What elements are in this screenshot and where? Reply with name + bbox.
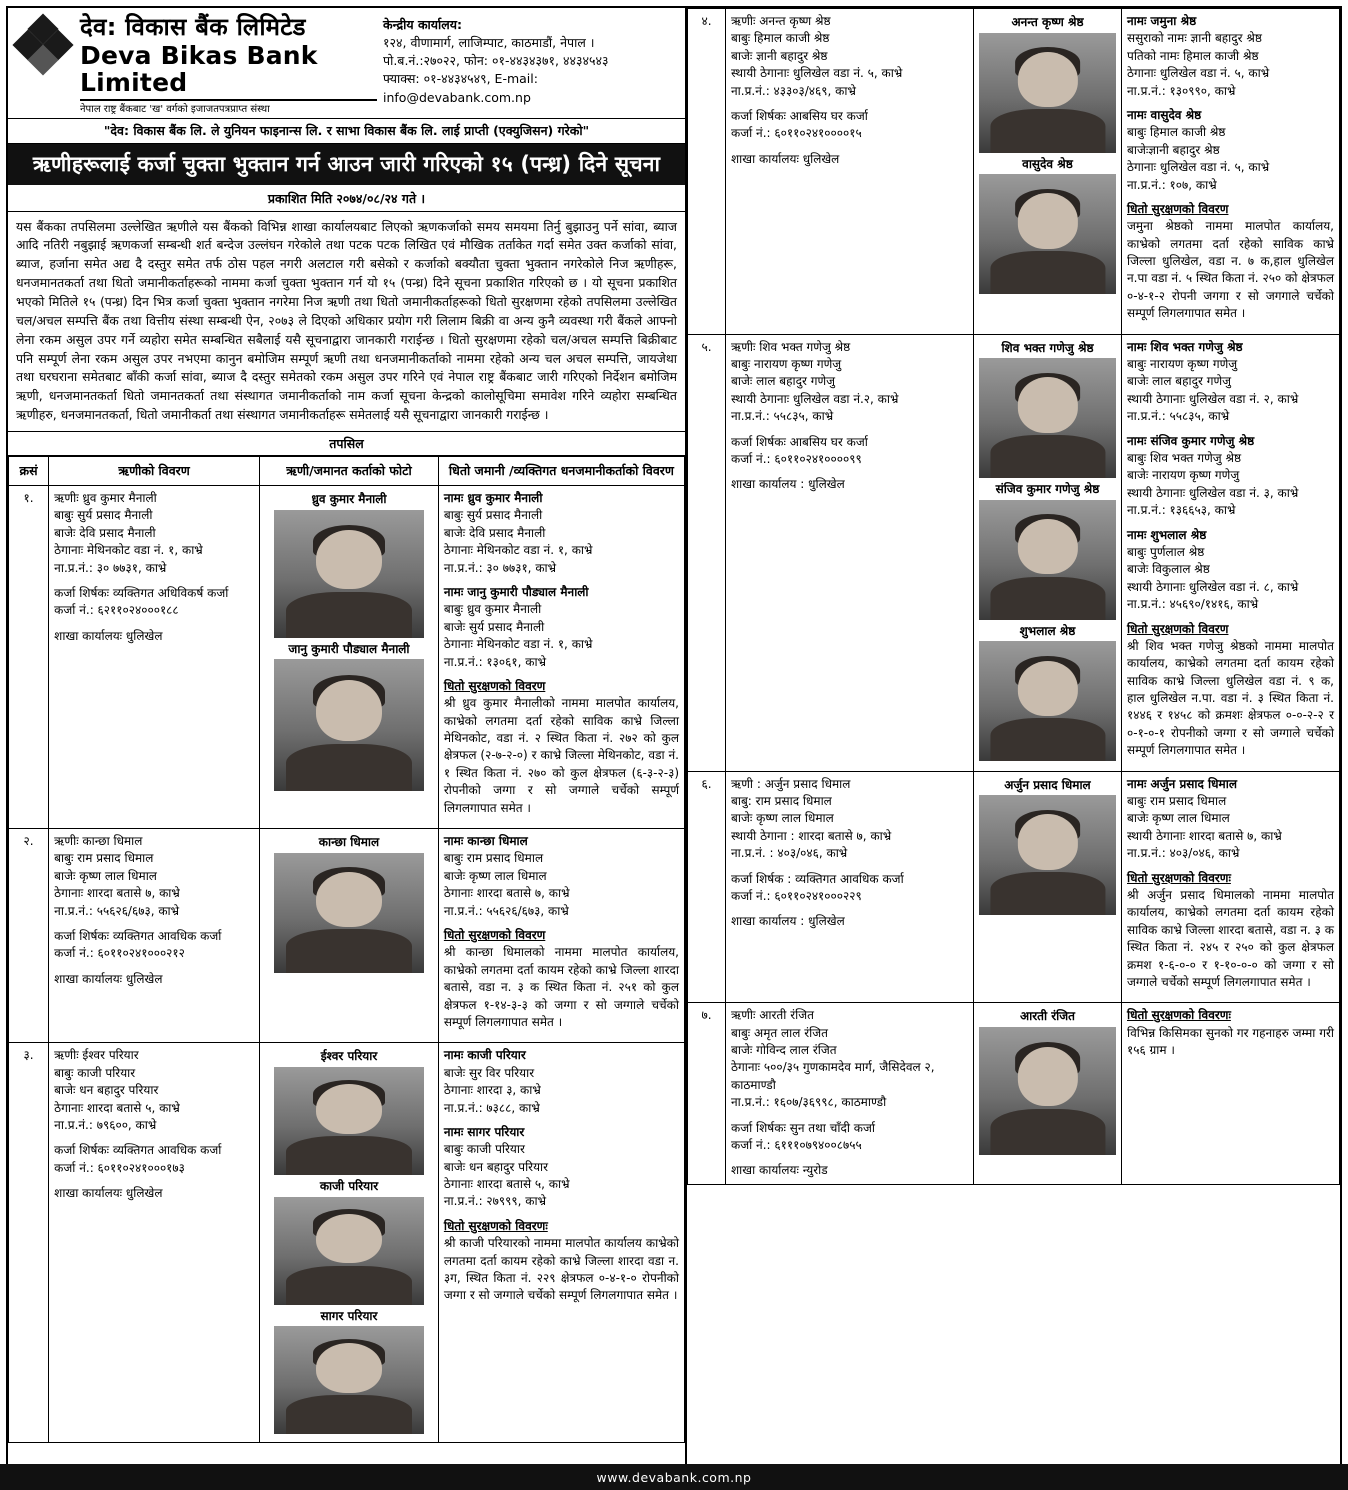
security-block	[1127, 339, 1334, 426]
detail-line: ऋणीः शिव भक्त गणेजु श्रेष्ठ	[731, 339, 851, 354]
photo-cell	[974, 9, 1122, 335]
right-column	[687, 8, 1340, 1482]
security-block	[444, 490, 679, 577]
detail-line: ऋणी : अर्जुन प्रसाद धिमाल	[731, 776, 851, 791]
photo-cell	[974, 771, 1122, 1003]
photo-caption: वासुदेव श्रेष्ठ	[1022, 156, 1073, 171]
detail-line: शाखा कार्यालयः न्युरोड	[731, 1163, 828, 1178]
detail-line: शाखा कार्यालय : धुलिखेल	[731, 914, 845, 929]
detail-line: बाबु: राम प्रसाद धिमाल	[731, 794, 832, 809]
security-line: ठेगानाः धुलिखेल वडा नं. ५, काभ्रे	[1127, 160, 1270, 175]
photo-caption: आरती रंजित	[1019, 1009, 1076, 1024]
row-serial-number: ७.	[688, 1003, 726, 1185]
security-line: ना.प्र.नं.: ५५६२६/६७३, काभ्रे	[443, 903, 569, 918]
security-details-cell	[438, 1043, 684, 1443]
security-line: बाजेः सुर विर परियार	[443, 1065, 535, 1080]
masthead	[8, 8, 685, 119]
detail-spacer	[54, 620, 254, 628]
person-photo	[979, 358, 1116, 478]
photo-cell	[260, 486, 439, 829]
guarantor-name: नामः काजी परियार	[443, 1048, 526, 1063]
detail-line: शाखा कार्यालय : धुलिखेल	[731, 477, 845, 492]
photo-cell	[260, 1043, 439, 1443]
guarantor-name: नामः जमुना श्रेष्ठ	[1127, 14, 1197, 28]
detail-line: कर्जा शिर्षकः आबसिय घर कर्जा	[731, 108, 868, 123]
bank-license-note: नेपाल राष्ट्र बैंकबाट 'ख' वर्गको इजाजतपत्रप्राप्त संस्था	[80, 103, 270, 115]
security-line: बाबुः शिव भक्त गणेजु श्रेष्ठ	[1127, 450, 1242, 465]
person-photo	[274, 659, 424, 791]
detail-line: ठेगानाः शारदा बतासे ५, काभ्रे	[54, 1100, 180, 1115]
security-line: पतिको नामः हिमाल काजी श्रेष्ठ	[1127, 48, 1259, 63]
address-line-3: फ्याक्स: ०१-४४३४५४९, E-mail: info@devabank.com.np	[383, 71, 538, 105]
security-line: ना.प्र.नं.: १३६६५३, काभ्रे	[1127, 503, 1236, 518]
security-details-cell	[1122, 9, 1340, 335]
table-row	[9, 1043, 685, 1443]
detail-line: कर्जा शिर्षकः व्यक्तिगत आवधिक कर्जा	[54, 928, 222, 943]
detail-line: ठेगानाः ५००/३५ गुणकामदेव मार्ग, जैसिदेवल २, काठमाण्डौ	[731, 1060, 935, 1092]
security-line: बाजेःज्ञानी बहादुर श्रेष्ठ	[1127, 142, 1220, 157]
security-line: श्री शिव भक्त गणेजु श्रेष्ठको नाममा मालपोत कार्यालय, काभ्रेको लगतमा दर्ता कायम रहेको साविक काभ्रे जिल्ला धुलिखेल वडा नं. ९ क, हाल धुलिखेल न.पा. वडा नं. ३ स्थित किता नं. १४४६ र १४५८ को क्रमशः क्षेत्रफल ०-०-२-२ र ०-१-०-१ रोपनीको जग्गा र सो जग्गाले चर्चेको सम्पूर्ण लिगलगापात समेत ।	[1127, 638, 1334, 758]
security-block	[1127, 433, 1334, 520]
detail-line: बाबुः नारायण कृष्ण गणेजु	[731, 357, 842, 372]
detail-line: कर्जा नं.: ६१११०७९४००८७५५	[731, 1138, 862, 1153]
security-block-title: धितो सुरक्षणको विवरणः	[1127, 1008, 1231, 1023]
debtor-table-left	[8, 456, 685, 1443]
security-line: जमुना श्रेष्ठको नाममा मालपोत कार्यालय, काभ्रेको लगतमा दर्ता रहेको साविक काभ्रे जिल्ला धुलिखेल, वडा न. ७ क,हाल धुलिखेल न.पा वडा नं. ५ स्थित किता नं. २५० को क्षेत्रफल ०-४-१-२ रोपनी जगगा र सो जगगाले चर्चेको सम्पूर्ण लिगलगापात समेत ।	[1127, 219, 1334, 321]
table-row	[688, 334, 1340, 771]
detail-line: कर्जा नं.: ६०११०२४१००००९९	[731, 451, 862, 466]
acquisition-tagline: "देव: विकास बैंक लि. ले युनियन फाइनान्स लि. र साभा विकास बैंक लि. लाई प्राप्ती (एक्युजिसन) गरेको"	[8, 119, 685, 144]
detail-spacer	[731, 143, 968, 151]
security-line: बाबुः हिमाल काजी श्रेष्ठ	[1127, 125, 1226, 140]
address-line-2: पो.ब.नं.:२७०२२, फोन: ०१-४४३४३७१, ४४३४५४३	[383, 53, 609, 69]
detail-line: ना.प्र.नं. : ४०३/०४६, काभ्रे	[731, 846, 848, 861]
detail-line: बाबुः राम प्रसाद धिमाल	[54, 851, 154, 866]
photo-caption: कान्छा धिमाल	[318, 835, 380, 850]
security-line: ना.प्र.नं.: ४०३/०४६, काभ्रे	[1127, 846, 1240, 861]
security-block-title: धितो सुरक्षणको विवरण	[1127, 201, 1229, 216]
security-block	[444, 1124, 679, 1211]
security-block	[1127, 13, 1334, 100]
left-column	[8, 8, 687, 1482]
bank-name-en: Deva Bikas Bank Limited	[80, 42, 377, 101]
detail-line: ठेगानाः शारदा बतासे ७, काभ्रे	[54, 886, 180, 901]
security-line: श्री अर्जुन प्रसाद धिमालको नाममा मालपोत कार्यालय, काभ्रेको लगतमा दर्ता कायम रहेको साविक काभ्रे जिल्ला शारदा बतासे, वडा न. ३ क स्थित किता नं. २४५ र २५० को कुल क्षेत्रफल क्रमश १-६-०-० र १-१०-०-० को जग्गा र सो जग्गाले चर्चेको सम्पूर्ण लिगलगापात समेत ।	[1127, 887, 1334, 989]
security-block-title: धितो सुरक्षणको विवरण	[443, 678, 546, 693]
security-line: ठेगानाः मेथिनकोट वडा नं. १, काभ्रे	[443, 543, 593, 558]
security-line: श्री काजी परियारको नाममा मालपोत कार्यालय काभ्रेको लगतमा दर्ता कायम रहेको काभ्रे जिल्ला शारदा वडा न. ३ग, स्थित किता नं. २२९ क्षेत्रफल ०-४-१-० रोपनीको जग्गा र सो जग्गाले चर्चेको सम्पूर्ण लिगलगापात समेत ।	[443, 1236, 679, 1303]
detail-line: कर्जा शिर्षकः आबसिय घर कर्जा	[731, 434, 868, 449]
person-photo	[274, 853, 424, 973]
table-header-row	[9, 456, 685, 485]
security-block	[444, 678, 679, 817]
security-line: श्री ध्रुव कुमार मैनालीको नाममा मालपोत कार्यालय, काभ्रेको लगतमा दर्ता रहेको साविक काभ्रे जिल्ला मेथिनकोट, वडा नं. २ स्थित किता नं. २७२ को कुल क्षेत्रफल (२-७-२-०) र काभ्रे जिल्ला मेथिनकोट, वडा नं. १ स्थित किता नं. २७० को कुल क्षेत्रफल (६-३-२-३) रोपनीको जग्गा र सो जग्गाले चर्चेको सम्पूर्ण लिगलगापात समेत ।	[443, 696, 679, 815]
security-line: ठेगानाः धुलिखेल वडा नं. ५, काभ्रे	[1127, 66, 1270, 81]
guarantor-name: नामः शिव भक्त गणेजु श्रेष्ठ	[1127, 339, 1243, 354]
debtor-details-cell	[49, 486, 260, 829]
security-block	[444, 833, 679, 920]
detail-line: बाजेः कृष्ण लाल धिमाल	[54, 868, 157, 883]
security-line: विभिन्न किसिमका सुनको गर गहनाहरु जम्मा गरी १५६ ग्राम ।	[1127, 1025, 1334, 1058]
detail-line: कर्जा शिर्षक : व्यक्तिगत आवधिक कर्जा	[731, 871, 904, 886]
col-header-details: ऋणीको विवरण	[49, 456, 260, 485]
security-line: ना.प्र.नं.: २७९९९, काभ्रे	[443, 1194, 547, 1209]
security-line: बाजेः कृष्ण लाल धिमाल	[1127, 811, 1230, 826]
detail-line: बाजेः कृष्ण लाल धिमाल	[731, 811, 834, 826]
table-row	[9, 829, 685, 1043]
security-line: श्री कान्छा धिमालको नाममा मालपोत कार्यालय, काभ्रेको लगतमा दर्ता कायम रहेको काभ्रे जिल्ला शारदा बतासे, वडा न. ३ क स्थित किता नं. २५१ को कुल क्षेत्रफल १-१४-३-३ को जग्गा र सो जग्गाले चर्चेको सम्पूर्ण लिगलगापात समेत ।	[443, 945, 679, 1029]
notice-body-text: यस बैंकका तपसिलमा उल्लेखित ऋणीले यस बैंकको विभिन्न शाखा कार्यालयबाट लिएको ऋणकर्जाको समय समयमा तिर्नु बुझाउनु पर्ने सांवा, ब्याज आदि नतिरी नबुझाई ऋणकर्जा सम्बन्धी शर्त बन्देज उल्लंघन गरेकोले तथा पटक पटक लिखित एवं मौखिक तर्ताकेत गर्दा समेत उक्त कर्जाको सांवा, ब्याज, हर्जाना समेत अद्य दै दस्तुर समेत तर्फ ठोस पहल नगरी अलटाल गरी बसेको र कर्जाको बक्यौता चुक्ता भुक्तान नगरेकोले निज ऋणीहरू, धनजमानतकर्ता तथा धितो जमानीकर्ताहरूको नाममा कर्जा चुक्ता भुक्तान गर्न यो १५ (पन्ध्र) दिने सूचना प्रकाशित गरिएको छ । यो सूचना प्रकाशित भएको मितिले १५ (पन्ध्र) दिन भित्र कर्जा चुक्ता भुक्तान नगरेमा निज ऋणी तथा धितो जमानीकर्ताहरूको धितो सुरक्षणमा रहेको तपसिलमा उल्लेखित चल/अचल सम्पत्ति बैंक तथा वित्तीय संस्था सम्बन्धी ऐन, २०७३ ले दिएको अधिकार प्रयोग गरी लिलाम बिक्री वा अन्य कुनै व्यवस्था गरी बैंकले आफ्नो लेना रकम असुल उपर गर्ने व्यहोरा समेत सम्बन्धित सबैलाई यसै सूचनाद्वारा जानकारी गराईन्छ । धितो सुरक्षणमा रहेको चल/अचल सम्पत्ति बिक्रीबाट पनि सम्पूर्ण लेना रकम असुल उपर नभएमा कानुन बमोजिम सम्पूर्ण ऋणी तथा धनजमानीकर्ताको नाममा रहेको अन्य चल अचल सम्पत्ति, जायजेथा तथा घरघराना समेतबाट बाँकी कर्जा सांवा, ब्याज दै दस्तुर समेतको रकम असुल उपर गरिने एवं नेपाल राष्ट्र बैंकबाट जारी गरिएको निर्देशन बमोजिम ऋणी, धनजमानतकर्ता धितो जमानतकर्ता तथा संस्थागत जमानीकर्ताको नाम कर्जा सूचना केन्द्रको कालोसूचिमा समावेश गरिने व्यहोरा सम्बन्धित ऋणीहरु, धनजमानतकर्ता, धितो जमानीकर्ता तथा संस्थागत जमानीकर्ताहरू समेतलाई यसै सूचनाद्वारा जानकारी गराईन्छ ।	[8, 212, 685, 432]
security-line: स्थायी ठेगानाः धुलिखेल वडा नं. ३, काभ्रे	[1127, 485, 1299, 500]
security-line: ठेगानाः शारदा बतासे ७, काभ्रे	[443, 886, 570, 901]
security-block	[1127, 1007, 1334, 1059]
detail-spacer	[54, 1177, 254, 1185]
security-details-cell	[1122, 334, 1340, 771]
security-line: स्थायी ठेगानाः धुलिखेल वडा नं. २, काभ्रे	[1127, 391, 1299, 406]
security-block	[1127, 201, 1334, 323]
photo-caption: ईश्वर परियार	[320, 1049, 378, 1064]
row-serial-number: ३.	[9, 1043, 49, 1443]
photo-cell	[974, 334, 1122, 771]
debtor-details-cell	[726, 334, 974, 771]
col-header-security: धितो जमानी /व्यक्तिगत धनजमानीकर्ताको विवरण	[438, 456, 684, 485]
detail-line: बाबुः हिमाल काजी श्रेष्ठ	[731, 31, 830, 46]
security-line: स्थायी ठेगानाः शारदा बतासे ७, काभ्रे	[1127, 828, 1282, 843]
security-line: ठेगानाः शारदा बतासे ५, काभ्रे	[443, 1177, 570, 1192]
photo-caption: अर्जुन प्रसाद धिमाल	[1004, 777, 1091, 792]
security-line: ना.प्र.नं.: ५५८३५, काभ्रे	[1127, 409, 1230, 424]
guarantor-name: नामः सागर परियार	[443, 1124, 525, 1139]
security-block	[444, 1218, 679, 1305]
security-line: स्थायी ठेगानाः धुलिखेल वडा नं. ८, काभ्रे	[1127, 579, 1299, 594]
person-photo	[979, 1027, 1116, 1155]
bank-name-np: देव: विकास बैंक लिमिटेड	[80, 13, 306, 41]
debtor-details-cell	[726, 1003, 974, 1185]
guarantor-name: नामः अर्जुन प्रसाद धिमाल	[1127, 776, 1237, 791]
detail-line: बाजेः देवि प्रसाद मैनाली	[54, 525, 156, 540]
security-line: ठेगानाः शारदा ३, काभ्रे	[443, 1083, 541, 1098]
security-line: बाजेः नारायण कृष्ण गणेजु	[1127, 468, 1240, 483]
security-line: बाबुः सुर्य प्रसाद मैनाली	[443, 508, 543, 523]
security-line: ना.प्र.नं.: ३० ७७३१, काभ्रे	[443, 560, 557, 575]
detail-line: कर्जा शिर्षकः सुन तथा चाँदी कर्जा	[731, 1120, 875, 1135]
security-block-title: धितो सुरक्षणको विवरणः	[443, 1218, 548, 1233]
debtor-details-cell	[726, 771, 974, 1003]
security-line: बाबुः राम प्रसाद धिमाल	[443, 851, 544, 866]
detail-spacer	[731, 468, 968, 476]
row-serial-number: ५.	[688, 334, 726, 771]
detail-line: ऋणीः अनन्त कृष्ण श्रेष्ठ	[731, 14, 831, 28]
security-line: बाबुः पुर्णलाल श्रेष्ठ	[1127, 544, 1205, 559]
guarantor-name: नामः संजिव कुमार गणेजु श्रेष्ठ	[1127, 433, 1255, 448]
photo-caption: काजी परियार	[319, 1178, 379, 1193]
address-line-1: १२४, वीणामार्ग, लाजिम्पाट, काठमाडौं, नेपाल ।	[383, 35, 595, 51]
table-row	[688, 9, 1340, 335]
debtor-details-cell	[49, 1043, 260, 1443]
photo-caption: ध्रुव कुमार मैनाली	[311, 492, 387, 506]
photo-caption: शुभलाल श्रेष्ठ	[1019, 623, 1076, 638]
guarantor-name: नामः वासुदेव श्रेष्ठ	[1127, 107, 1202, 122]
detail-line: ठेगानाः मेथिनकोट वडा नं. १, काभ्रे	[54, 543, 203, 558]
detail-line: शाखा कार्यालयः धुलिखेल	[731, 151, 840, 166]
security-block	[444, 1047, 679, 1117]
footer-website: www.devabank.com.np	[596, 1469, 752, 1485]
detail-line: कर्जा नं.: ६०११०२४१०००२२९	[731, 888, 862, 903]
detail-line: ना.प्र.नं.: १६०७/३६९९८, काठमाण्डौ	[731, 1095, 887, 1110]
person-photo	[274, 510, 424, 638]
detail-line: ना.प्र.नं.: ५५६२६/६७३, काभ्रे	[54, 903, 180, 918]
detail-line: बाजेः धन बहादुर परियार	[54, 1083, 159, 1098]
detail-line: ना.प्र.नं.: ७९६००, काभ्रे	[54, 1117, 157, 1132]
detail-line: कर्जा शिर्षकः व्यक्तिगत आवधिक कर्जा	[54, 1143, 222, 1158]
office-label: केन्द्रीय कार्यालय:	[383, 17, 462, 32]
person-photo	[979, 174, 1116, 294]
table-row	[688, 771, 1340, 1003]
table-row	[688, 1003, 1340, 1185]
detail-spacer	[731, 100, 968, 108]
security-details-cell	[438, 486, 684, 829]
security-block	[1127, 776, 1334, 863]
detail-line: कर्जा नं.: ६०११०२४१००००१५	[731, 126, 862, 141]
detail-line: बाबुः काजी परियार	[54, 1065, 136, 1080]
page-footer	[0, 1464, 1348, 1490]
detail-line: बाजेः ज्ञानी बहादुर श्रेष्ठ	[731, 48, 828, 63]
photo-caption: शिव भक्त गणेजु श्रेष्ठ	[1001, 340, 1094, 355]
detail-spacer	[731, 1154, 968, 1162]
security-line: बाबुः नारायण कृष्ण गणेजु	[1127, 357, 1238, 372]
table-row	[9, 486, 685, 829]
tapsil-label: तपसिल	[8, 432, 685, 456]
security-line: ना.प्र.नं.: १०७, काभ्रे	[1127, 177, 1217, 192]
security-line: बाजेः सुर्य प्रसाद मैनाली	[443, 619, 545, 634]
detail-line: ऋणीः ध्रुव कुमार मैनाली	[54, 491, 157, 505]
head-office-address	[377, 14, 677, 107]
security-block	[1127, 527, 1334, 614]
photo-caption: जानु कुमारी पौड्याल मैनाली	[288, 641, 410, 656]
detail-line: ऋणीः ईश्वर परियार	[54, 1048, 139, 1063]
row-serial-number: ६.	[688, 771, 726, 1003]
guarantor-name: नामः जानु कुमारी पौड्याल मैनाली	[443, 584, 589, 599]
detail-line: स्थायी ठेगाना : शारदा बतासे ७, काभ्रे	[731, 828, 892, 843]
right-table-wrapper	[687, 8, 1340, 1482]
detail-line: बाजेः गोविन्द लाल रंजित	[731, 1043, 837, 1058]
photo-cell	[260, 829, 439, 1043]
security-line: ना.प्र.नं.: १३०६१, काभ्रे	[443, 654, 547, 669]
row-serial-number: १.	[9, 486, 49, 829]
security-line: ना.प्र.नं.: ४५६९०/१४१६, काभ्रे	[1127, 597, 1259, 612]
photo-caption: सागर परियार	[320, 1308, 378, 1323]
detail-line: शाखा कार्यालयः धुलिखेल	[54, 1186, 163, 1201]
security-block-title: धितो सुरक्षणको विवरणः	[1127, 870, 1231, 885]
detail-line: कर्जा नं.: ६०११०२४१०००२१२	[54, 946, 185, 961]
detail-spacer	[54, 920, 254, 928]
debtor-details-cell	[726, 9, 974, 335]
publish-date: प्रकाशित मिति २०७४/०८/२४ गते ।	[8, 185, 685, 212]
person-photo	[274, 1326, 424, 1434]
security-line: ससुराको नामः ज्ञानी बहादुर श्रेष्ठ	[1127, 31, 1262, 46]
row-serial-number: २.	[9, 829, 49, 1043]
security-block	[1127, 870, 1334, 992]
guarantor-name: नामः कान्छा धिमाल	[443, 834, 528, 849]
guarantor-name: नामः ध्रुव कुमार मैनाली	[443, 491, 543, 505]
security-line: बाजेः लाल बहादुर गणेजु	[1127, 374, 1232, 389]
detail-line: ना.प्र.नं.: ५५८३५, काभ्रे	[731, 409, 834, 424]
detail-line: ऋणीः कान्छा धिमाल	[54, 834, 143, 849]
security-line: बाबुः ध्रुव कुमार मैनाली	[443, 602, 542, 617]
detail-line: ऋणीः आरती रंजित	[731, 1008, 814, 1023]
detail-line: कर्जा शिर्षकः व्यक्तिगत अधिविकर्ष कर्जा	[54, 585, 229, 600]
security-line: बाजेः धन बहादुर परियार	[443, 1159, 549, 1174]
photo-caption: अनन्त कृष्ण श्रेष्ठ	[1011, 15, 1084, 29]
security-details-cell	[438, 829, 684, 1043]
security-line: बाजेः देवि प्रसाद मैनाली	[443, 525, 546, 540]
guarantor-name: नामः शुभलाल श्रेष्ठ	[1127, 527, 1207, 542]
security-line: ठेगानाः मेथिनकोट वडा नं. १, काभ्रे	[443, 637, 593, 652]
person-photo	[979, 33, 1116, 153]
security-block	[444, 927, 679, 1031]
security-block-title: धितो सुरक्षणको विवरण	[443, 927, 546, 942]
detail-line: बाजेः लाल बहादुर गणेजु	[731, 374, 836, 389]
security-line: ना.प्र.नं.: ७३८८, काभ्रे	[443, 1100, 540, 1115]
detail-spacer	[731, 426, 968, 434]
detail-spacer	[731, 905, 968, 913]
detail-spacer	[731, 863, 968, 871]
person-photo	[979, 500, 1116, 620]
person-photo	[979, 795, 1116, 915]
detail-line: स्थायी ठेगानाः धुलिखेल वडा नं. ५, काभ्रे	[731, 66, 903, 81]
person-photo	[274, 1067, 424, 1175]
security-line: बाजेः विकुलाल श्रेष्ठ	[1127, 562, 1210, 577]
detail-line: बाबुः सुर्य प्रसाद मैनाली	[54, 508, 153, 523]
detail-line: कर्जा नं.: ६२११०२४०००१८८	[54, 603, 179, 618]
row-serial-number: ४.	[688, 9, 726, 335]
col-header-photo: ऋणी/जमानत कर्ताको फोटो	[260, 456, 439, 485]
security-line: बाबुः काजी परियार	[443, 1142, 525, 1157]
detail-line: शाखा कार्यालयः धुलिखेल	[54, 971, 163, 986]
debtor-table-right	[687, 8, 1340, 1185]
detail-spacer	[54, 963, 254, 971]
photo-cell	[974, 1003, 1122, 1185]
detail-spacer	[54, 1134, 254, 1142]
person-photo	[979, 641, 1116, 761]
security-block	[1127, 621, 1334, 760]
detail-line: बाबुः अमृत लाल रंजित	[731, 1025, 829, 1040]
detail-spacer	[54, 577, 254, 585]
person-photo	[274, 1197, 424, 1305]
detail-spacer	[731, 1112, 968, 1120]
photo-caption: संजिव कुमार गणेजु श्रेष्ठ	[995, 482, 1100, 497]
bank-logo-icon	[16, 18, 74, 74]
security-block	[1127, 107, 1334, 194]
bank-identity	[74, 14, 377, 116]
detail-line: कर्जा नं.: ६०११०२४१०००१७३	[54, 1160, 185, 1175]
col-header-sn: क्रसं	[9, 456, 49, 485]
security-line: बाजेः कृष्ण लाल धिमाल	[443, 868, 547, 883]
security-block	[444, 584, 679, 671]
security-details-cell	[1122, 771, 1340, 1003]
detail-line: ना.प्र.नं.: ४३३०३/४६९, काभ्रे	[731, 83, 856, 98]
security-details-cell	[1122, 1003, 1340, 1185]
security-block-title: धितो सुरक्षणको विवरण	[1127, 621, 1229, 636]
notice-outer-frame	[6, 6, 1342, 1484]
detail-line: ना.प्र.नं.: ३० ७७३१, काभ्रे	[54, 560, 167, 575]
detail-line: शाखा कार्यालयः धुलिखेल	[54, 628, 163, 643]
debtor-details-cell	[49, 829, 260, 1043]
notice-banner-title: ऋणीहरूलाई कर्जा चुक्ता भुक्तान गर्न आउन जारी गरिएको १५ (पन्ध्र) दिने सूचना	[8, 144, 685, 185]
left-table-wrapper	[8, 456, 685, 1482]
security-line: ना.प्र.नं.: १३०९९०, काभ्रे	[1127, 83, 1236, 98]
security-line: बाबुः राम प्रसाद धिमाल	[1127, 794, 1227, 809]
detail-line: स्थायी ठेगानाः धुलिखेल वडा नं.२, काभ्रे	[731, 391, 899, 406]
